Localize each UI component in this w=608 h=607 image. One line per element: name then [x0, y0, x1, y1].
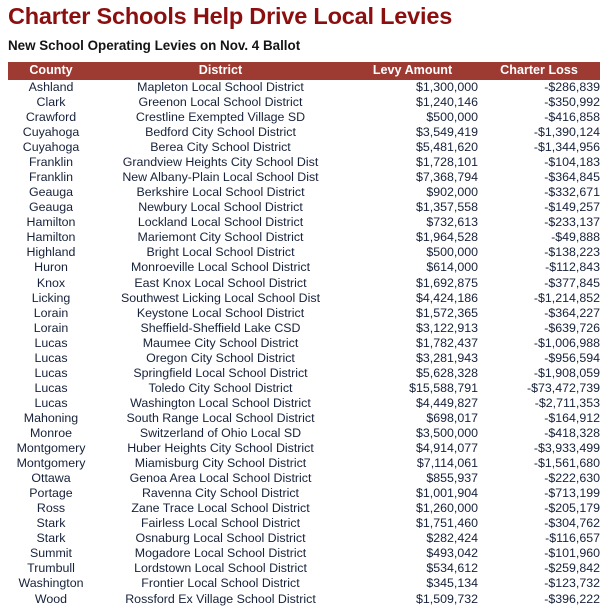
- cell-district: Southwest Licking Local School Dist: [120, 290, 321, 305]
- cell-levy-amount: $1,751,460: [415, 516, 478, 531]
- column-header-charter-loss: Charter Loss: [478, 62, 600, 80]
- cell-district: Osnaburg Local School District: [135, 531, 306, 546]
- cell-levy-amount: $1,260,000: [415, 501, 478, 516]
- table-row: [8, 306, 600, 321]
- cell-county: Monroe: [29, 425, 72, 440]
- cell-levy-amount: $5,481,620: [415, 140, 478, 155]
- cell-district: Rossford Ex Village School District: [125, 591, 316, 606]
- cell-levy-amount: $1,964,528: [415, 230, 478, 245]
- cell-charter-loss: -$332,671: [544, 185, 600, 200]
- cell-district: Maumee City School District: [142, 335, 299, 350]
- cell-charter-loss: -$222,630: [544, 471, 600, 486]
- cell-charter-loss: -$418,328: [544, 425, 600, 440]
- cell-charter-loss: -$73,472,739: [526, 380, 600, 395]
- cell-district: Huber Heights City School District: [127, 441, 314, 456]
- cell-levy-amount: $3,549,419: [415, 125, 478, 140]
- cell-district: Springfield Local School District: [133, 365, 308, 380]
- table-row: [8, 185, 600, 200]
- cell-levy-amount: $1,300,000: [415, 79, 478, 94]
- table-row: [8, 351, 600, 366]
- cell-levy-amount: $732,613: [426, 215, 478, 230]
- table-row: [8, 411, 600, 426]
- cell-levy-amount: $1,728,101: [415, 155, 478, 170]
- cell-charter-loss: -$639,726: [544, 320, 600, 335]
- cell-county: Licking: [31, 290, 71, 305]
- cell-district: Lockland Local School District: [137, 215, 304, 230]
- page-title: Charter Schools Help Drive Local Levies: [8, 3, 453, 29]
- column-header-levy-amount: Levy Amount: [347, 62, 478, 80]
- table-row: [8, 426, 600, 441]
- cell-levy-amount: $500,000: [426, 110, 478, 124]
- cell-district: South Range Local School District: [126, 410, 315, 425]
- cell-district: Berea City School District: [150, 140, 291, 155]
- cell-county: Clark: [36, 94, 66, 109]
- cell-county: Hamilton: [26, 230, 76, 245]
- cell-charter-loss: -$123,732: [544, 576, 600, 591]
- cell-charter-loss: -$1,390,124: [533, 125, 600, 140]
- cell-charter-loss: -$138,223: [544, 245, 600, 260]
- cell-charter-loss: -$286,839: [544, 79, 600, 94]
- cell-levy-amount: $698,017: [426, 410, 478, 425]
- cell-district: Frontier Local School District: [141, 576, 300, 591]
- table-row: [8, 381, 600, 396]
- table-row: [8, 155, 600, 170]
- table-row: [8, 531, 600, 546]
- cell-district: Crestline Exempted Village SD: [135, 110, 306, 124]
- cell-charter-loss: -$364,227: [544, 305, 600, 320]
- table-row: [8, 486, 600, 501]
- cell-charter-loss: -$101,960: [544, 546, 600, 561]
- cell-charter-loss: -$1,561,680: [533, 456, 600, 471]
- cell-charter-loss: -$205,179: [544, 501, 600, 516]
- cell-district: Zane Trace Local School District: [131, 501, 310, 516]
- cell-county: Lucas: [34, 365, 68, 380]
- table-row: [8, 215, 600, 230]
- table-body: [8, 80, 600, 607]
- cell-county: Montgomery: [16, 441, 86, 456]
- cell-charter-loss: -$49,888: [551, 230, 600, 245]
- cell-county: Huron: [34, 260, 68, 275]
- cell-county: Mahoning: [23, 410, 79, 425]
- cell-county: Ottawa: [31, 471, 71, 486]
- cell-district: Lordstown Local School District: [134, 561, 307, 576]
- cell-county: Stark: [36, 531, 66, 546]
- table-row: [8, 200, 600, 215]
- cell-levy-amount: $1,572,365: [415, 305, 478, 320]
- cell-district: Toledo City School District: [148, 380, 293, 395]
- cell-district: Monroeville Local School District: [130, 260, 311, 275]
- cell-county: Lorain: [33, 320, 69, 335]
- cell-levy-amount: $1,240,146: [415, 94, 478, 109]
- table-row: [8, 260, 600, 275]
- column-header-county: County: [8, 62, 94, 80]
- table-row: [8, 80, 600, 95]
- cell-county: Cuyahoga: [22, 125, 80, 140]
- cell-levy-amount: $7,368,794: [415, 170, 478, 185]
- cell-levy-amount: $1,001,904: [415, 486, 478, 501]
- cell-district: Oregon City School District: [146, 350, 295, 365]
- cell-district: Mogadore Local School District: [134, 546, 307, 561]
- cell-levy-amount: $614,000: [426, 260, 478, 275]
- cell-county: Montgomery: [16, 456, 86, 471]
- table-row: [8, 396, 600, 411]
- cell-county: Ashland: [28, 79, 74, 94]
- table-row: [8, 245, 600, 260]
- cell-charter-loss: -$364,845: [544, 170, 600, 185]
- cell-district: Mariemont City School District: [137, 230, 304, 245]
- cell-county: Crawford: [25, 110, 77, 124]
- table-row: [8, 95, 600, 110]
- cell-charter-loss: -$377,845: [544, 275, 600, 290]
- cell-district: New Albany-Plain Local School Dist: [122, 170, 319, 185]
- cell-charter-loss: -$396,222: [544, 591, 600, 606]
- cell-charter-loss: -$1,344,956: [533, 140, 600, 155]
- cell-county: Lucas: [34, 380, 68, 395]
- cell-levy-amount: $282,424: [426, 531, 478, 546]
- cell-district: Switzerland of Ohio Local SD: [139, 425, 302, 440]
- cell-district: Fairless Local School District: [140, 516, 301, 531]
- cell-charter-loss: -$416,858: [544, 110, 600, 124]
- cell-levy-amount: $1,782,437: [415, 335, 478, 350]
- levy-table: [8, 62, 600, 607]
- cell-charter-loss: -$164,912: [544, 410, 600, 425]
- table-row: [8, 230, 600, 245]
- cell-charter-loss: -$956,594: [544, 350, 600, 365]
- cell-district: Newbury Local School District: [138, 200, 303, 215]
- cell-charter-loss: -$259,842: [544, 561, 600, 576]
- table-row: [8, 125, 600, 140]
- cell-levy-amount: $1,509,732: [415, 591, 478, 606]
- table-row: [8, 170, 600, 185]
- cell-district: Grandview Heights City School Dist: [122, 155, 319, 170]
- page-subtitle: New School Operating Levies on Nov. 4 Ballot: [8, 37, 301, 53]
- cell-levy-amount: $3,500,000: [415, 425, 478, 440]
- cell-district: Keystone Local School District: [136, 305, 305, 320]
- cell-district: Bright Local School District: [146, 245, 295, 260]
- cell-charter-loss: -$233,137: [544, 215, 600, 230]
- table-row: [8, 501, 600, 516]
- cell-county: Lucas: [34, 350, 68, 365]
- cell-levy-amount: $7,114,061: [416, 456, 478, 471]
- cell-county: Lucas: [34, 335, 68, 350]
- cell-district: Ravenna City School District: [141, 486, 299, 501]
- cell-levy-amount: $4,449,827: [415, 395, 478, 410]
- cell-county: Ross: [36, 501, 66, 516]
- cell-district: Bedford City School District: [145, 125, 296, 140]
- cell-county: Franklin: [28, 155, 74, 170]
- cell-county: Franklin: [28, 170, 74, 185]
- cell-charter-loss: -$304,762: [544, 516, 600, 531]
- cell-county: Lucas: [34, 395, 68, 410]
- cell-district: Greenon Local School District: [138, 94, 303, 109]
- cell-levy-amount: $493,042: [426, 546, 478, 561]
- cell-district: Miamisburg City School District: [134, 456, 307, 471]
- cell-county: Geauga: [28, 185, 74, 200]
- cell-county: Hamilton: [26, 215, 76, 230]
- table-row: [8, 140, 600, 155]
- table-row: [8, 561, 600, 576]
- cell-district: Washington Local School District: [130, 395, 311, 410]
- cell-charter-loss: -$2,711,353: [534, 395, 600, 410]
- cell-district: Mapleton Local School District: [137, 79, 304, 94]
- table-row: [8, 441, 600, 456]
- table-row: [8, 516, 600, 531]
- cell-county: Cuyahoga: [22, 140, 80, 155]
- cell-levy-amount: $1,692,875: [415, 275, 478, 290]
- table-row: [8, 336, 600, 351]
- cell-levy-amount: $902,000: [426, 185, 478, 200]
- cell-county: Highland: [26, 245, 76, 260]
- cell-levy-amount: $534,612: [426, 561, 478, 576]
- table-row: [8, 592, 600, 607]
- table-row: [8, 321, 600, 336]
- table-header-row: [8, 62, 600, 80]
- table-row: [8, 110, 600, 125]
- cell-county: Portage: [29, 486, 73, 501]
- cell-district: Berkshire Local School District: [136, 185, 305, 200]
- cell-charter-loss: -$116,657: [545, 531, 600, 546]
- table-row: [8, 276, 600, 291]
- cell-county: Stark: [36, 516, 66, 531]
- cell-charter-loss: -$1,908,059: [533, 365, 600, 380]
- table-row: [8, 456, 600, 471]
- cell-charter-loss: -$350,992: [544, 94, 600, 109]
- cell-county: Wood: [34, 591, 68, 606]
- table-row: [8, 576, 600, 591]
- cell-county: Trumbull: [27, 561, 75, 576]
- cell-district: East Knox Local School District: [134, 275, 307, 290]
- cell-levy-amount: $4,424,186: [415, 290, 478, 305]
- cell-levy-amount: $15,588,791: [409, 380, 478, 395]
- cell-county: Lorain: [33, 305, 69, 320]
- cell-levy-amount: $4,914,077: [415, 441, 478, 456]
- cell-county: Summit: [30, 546, 72, 561]
- cell-charter-loss: -$149,257: [544, 200, 600, 215]
- column-header-district: District: [94, 62, 347, 80]
- cell-charter-loss: -$3,933,499: [533, 441, 600, 456]
- cell-levy-amount: $5,628,328: [415, 365, 478, 380]
- cell-district: Sheffield-Sheffield Lake CSD: [140, 320, 301, 335]
- cell-levy-amount: $855,937: [426, 471, 478, 486]
- cell-county: Geauga: [28, 200, 74, 215]
- cell-levy-amount: $345,134: [426, 576, 478, 591]
- table-row: [8, 471, 600, 486]
- cell-charter-loss: -$713,199: [544, 486, 600, 501]
- table-row: [8, 291, 600, 306]
- table-header: [8, 62, 600, 80]
- cell-district: Genoa Area Local School District: [129, 471, 312, 486]
- cell-charter-loss: -$1,006,988: [533, 335, 600, 350]
- cell-levy-amount: $500,000: [426, 245, 478, 260]
- cell-levy-amount: $1,357,558: [415, 200, 478, 215]
- cell-charter-loss: -$1,214,852: [533, 290, 600, 305]
- cell-county: Knox: [36, 275, 66, 290]
- cell-levy-amount: $3,281,943: [415, 350, 478, 365]
- table-row: [8, 546, 600, 561]
- cell-charter-loss: -$112,843: [545, 260, 600, 275]
- table-row: [8, 366, 600, 381]
- cell-county: Washington: [18, 576, 84, 591]
- cell-levy-amount: $3,122,913: [415, 320, 478, 335]
- cell-charter-loss: -$104,183: [544, 155, 600, 170]
